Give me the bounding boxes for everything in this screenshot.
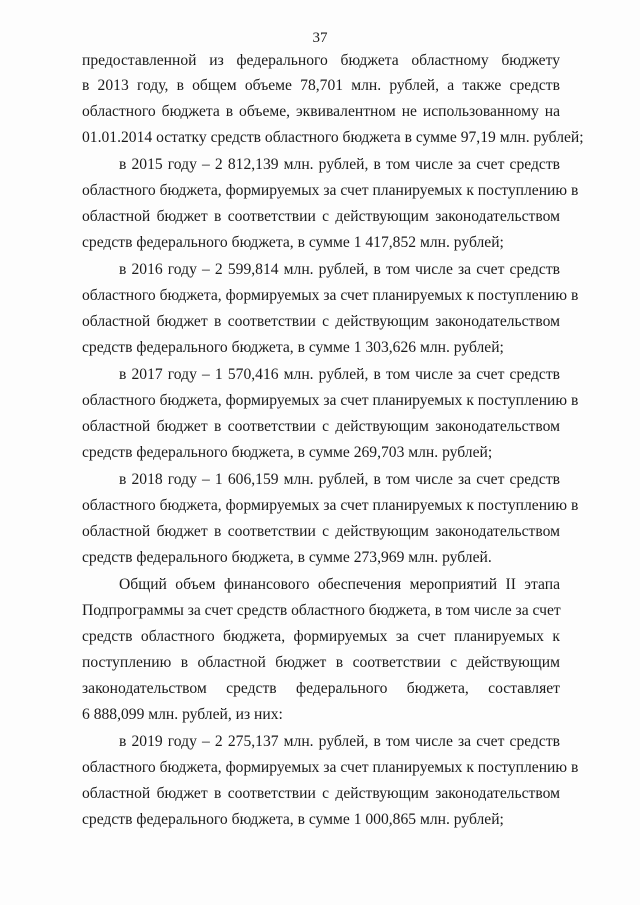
text-line: областного бюджета, формируемых за счет планируемых к поступлению в bbox=[82, 287, 579, 304]
text-line: областного бюджета, формируемых за счет планируемых к поступлению в bbox=[82, 392, 579, 409]
text-line: областного бюджета в объеме, эквивалентном не использованному на bbox=[82, 103, 560, 120]
text-line: областной бюджет в соответствии с действующим законодательством bbox=[82, 523, 560, 540]
text-line: средств областного бюджета, формируемых за счет планируемых к bbox=[82, 628, 560, 645]
text-line: областной бюджет в соответствии с действующим законодательством bbox=[82, 208, 560, 225]
text-line: областной бюджет в соответствии с действующим законодательством bbox=[82, 418, 560, 435]
text-line: в 2015 году – 2 812,139 млн. рублей, в том числе за счет средств bbox=[119, 156, 560, 173]
text-line: в 2018 году – 1 606,159 млн. рублей, в том числе за счет средств bbox=[119, 471, 560, 488]
text-line: законодательством средств федерального бюджета, составляет bbox=[82, 680, 560, 697]
text-line: поступлению в областной бюджет в соответствии с действующим bbox=[82, 654, 560, 671]
text-line: в 2019 году – 2 275,137 млн. рублей, в том числе за счет средств bbox=[119, 733, 560, 750]
text-line: областного бюджета, формируемых за счет планируемых к поступлению в bbox=[82, 182, 579, 199]
text-line: областного бюджета, формируемых за счет планируемых к поступлению в bbox=[82, 497, 579, 514]
text-line: средств федерального бюджета, в сумме 1 303,626 млн. рублей; bbox=[82, 339, 504, 356]
text-line: в 2017 году – 1 570,416 млн. рублей, в том числе за счет средств bbox=[119, 366, 560, 383]
text-line: областной бюджет в соответствии с действующим законодательством bbox=[82, 785, 560, 802]
text-line: областной бюджет в соответствии с действующим законодательством bbox=[82, 313, 560, 330]
text-line: в 2013 году, в общем объеме 78,701 млн. рублей, а также средств bbox=[82, 77, 560, 94]
text-line: средств федерального бюджета, в сумме 1 000,865 млн. рублей; bbox=[82, 811, 504, 828]
text-line: Общий объем финансового обеспечения мероприятий II этапа bbox=[119, 576, 560, 593]
text-line: средств федерального бюджета, в сумме 269,703 млн. рублей; bbox=[82, 444, 493, 461]
text-line: в 2016 году – 2 599,814 млн. рублей, в том числе за счет средств bbox=[119, 261, 560, 278]
text-line: средств федерального бюджета, в сумме 1 417,852 млн. рублей; bbox=[82, 234, 504, 251]
text-line: областного бюджета, формируемых за счет планируемых к поступлению в bbox=[82, 759, 579, 776]
text-line: 01.01.2014 остатку средств областного бюджета в сумме 97,19 млн. рублей; bbox=[82, 129, 584, 146]
text-line: предоставленной из федерального бюджета областному бюджету bbox=[82, 52, 560, 69]
text-line: Подпрограммы за счет средств областного бюджета, в том числе за счет bbox=[82, 602, 561, 619]
text-line: 6 888,099 млн. рублей, из них: bbox=[82, 706, 283, 723]
page-number: 37 bbox=[312, 30, 328, 46]
text-line: средств федерального бюджета, в сумме 273,969 млн. рублей. bbox=[82, 549, 492, 566]
